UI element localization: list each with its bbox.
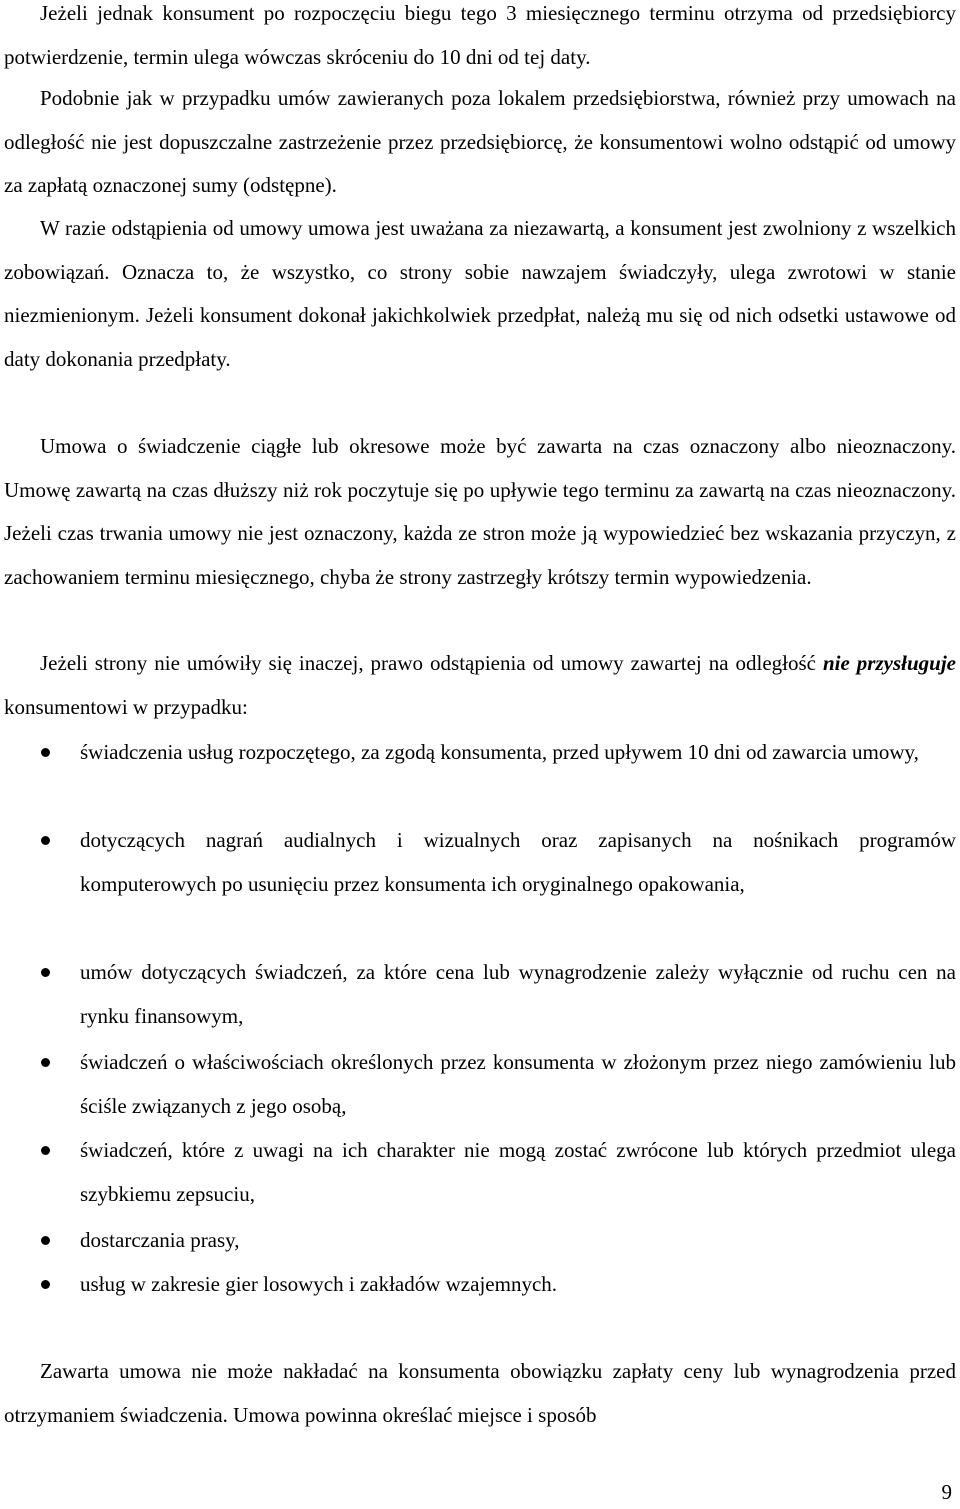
list-item-text: usług w zakresie gier losowych i zakładów wzajemnych. (80, 1272, 558, 1296)
list-item (4, 730, 956, 774)
paragraph-no-withdrawal-intro (4, 642, 956, 729)
list-item-text: świadczeń, które z uwagi na ich charakter nie mogą zostać zwrócone lub których przedmiot ulega szybkiemu zepsuciu, (80, 1138, 956, 1206)
intro-text-start: Jeżeli strony nie umówiły się inaczej, prawo odstąpienia od umowy zawartej na odległość (40, 651, 816, 675)
paragraph-withdrawal-fee: Podobnie jak w przypadku umów zawieranych poza lokalem przedsiębiorstwa, również przy umowach na odległość nie jest dopuszczalne zastrzeżenie przez przedsiębiorcę, że konsumentowi wolno odstąpić od umowy za zapłatą oznaczonej sumy (odstępne). (4, 86, 956, 197)
list-item-text: dostarczania prasy, (80, 1228, 240, 1252)
list-item (4, 1262, 956, 1306)
page-number: 9 (941, 1480, 952, 1504)
intro-text-end: konsumentowi w przypadku: (4, 694, 248, 719)
list-item-text: świadczeń o właściwościach określonych przez konsumenta w złożonym przez niego zamówieniu lub ściśle związanych z jego osobą, (80, 1050, 956, 1118)
list-item (4, 1218, 956, 1262)
paragraph-delivery-confirmation: Jeżeli jednak konsument po rozpoczęciu biegu tego 3 miesięcznego terminu otrzyma od przedsiębiorcy potwierdzenie, termin ulega wówczas skróceniu do 10 dni od tej daty. (4, 1, 956, 69)
list-item (4, 818, 956, 906)
paragraph-withdrawal-effects: W razie odstąpienia od umowy umowa jest uważana za niezawartą, a konsument jest zwolniony z wszelkich zobowiązań. Oznacza to, że wszystko, co strony sobie nawzajem świadczyły, ulega zwrotowi w stanie niezmienionym. Jeżeli konsument dokonał jakichkolwiek przedpłat, należą mu się od nich odsetki ustawowe od daty dokonania przedpłaty. (4, 216, 956, 371)
bullet-icon (41, 968, 50, 977)
bullet-icon (41, 1236, 50, 1245)
paragraph-no-prepayment: Zawarta umowa nie może nakładać na konsumenta obowiązku zapłaty ceny lub wynagrodzenia przed otrzymaniem świadczenia. Umowa powinna określać miejsce i sposób (4, 1359, 956, 1427)
bullet-icon (41, 836, 50, 845)
bullet-icon (41, 1058, 50, 1067)
bullet-icon (41, 748, 50, 757)
list-item (4, 1128, 956, 1216)
bullet-icon (41, 1146, 50, 1155)
emphasis-nie-przysluguje: nie przysługuje (822, 651, 956, 675)
paragraph-continuous-services: Umowa o świadczenie ciągłe lub okresowe może być zawarta na czas oznaczony albo nieoznaczony. Umowę zawartą na czas dłuższy niż rok poczytuje się po upływie tego terminu za zawartą na czas nieoznaczony. Jeżeli czas trwania umowy nie jest oznaczony, każda ze stron może ją wypowiedzieć bez wskazania przyczyn, z zachowaniem terminu miesięcznego, chyba że strony zastrzegły krótszy termin wypowiedzenia. (4, 434, 956, 589)
list-item (4, 950, 956, 1038)
list-item-text: dotyczących nagrań audialnych i wizualnych oraz zapisanych na nośnikach programów komputerowych po usunięciu przez konsumenta ich oryginalnego opakowania, (80, 828, 956, 896)
bullet-icon (41, 1280, 50, 1289)
list-item (4, 1040, 956, 1128)
list-item-text: świadczenia usług rozpoczętego, za zgodą konsumenta, przed upływem 10 dni od zawarcia umowy, (80, 740, 919, 764)
list-item-text: umów dotyczących świadczeń, za które cena lub wynagrodzenie zależy wyłącznie od ruchu cen na rynku finansowym, (80, 960, 956, 1028)
